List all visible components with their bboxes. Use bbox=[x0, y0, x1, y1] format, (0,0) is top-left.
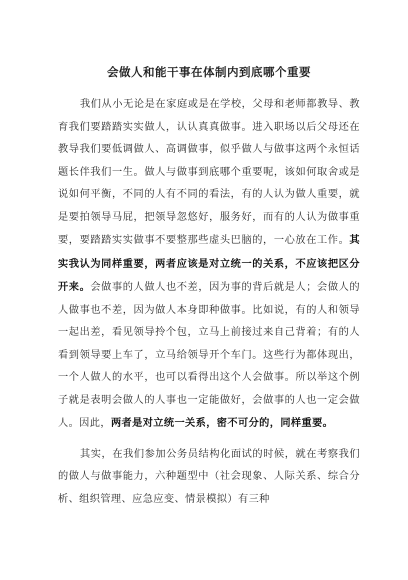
paragraph-2 bbox=[58, 444, 360, 512]
paragraph-1-text-2: 会做事的人做人也不差，因为事的背后就是人；会做人的人做事也不差，因为做人本身即种做事。比如说，有的人和领导一起出差，看见领导拎个包，立马上前接过来自己背着；有的人看到领导要上车了，立马给领导开个车门。这些行为都体现出，一个人做人的水平，也可以看得出这个人会做事。所以举这个例子就是表明会做人的人事也一定能做好，会做事的人也一定会做人。因此， bbox=[58, 282, 361, 429]
paragraph-1-text-1: 我们从小无论是在家庭或是在学校，父母和老师都教导、教育我们要踏踏实实做人，认认真真做事。进入职场以后父母还在教导我们要低调做人、高调做事，似乎做人与做事这两个永恒话题长伴我们一生。做人与做事到底哪个重要呢，该如何取舍或是说如何平衡，不同的人有不同的看法，有的人认为做人重要，就是要拍领导马屁，把领导忽悠好，服务好，而有的人认为做事重要，要踏踏实实做事不要整那些虚头巴脑的，一心放在工作。 bbox=[58, 99, 360, 246]
paragraph-1 bbox=[58, 94, 360, 436]
paragraph-1-bold-1: 其实我认为同样重要，两者应该是对立统一的关系，不应该把区分开来。 bbox=[58, 234, 360, 293]
paragraph-1-bold-2: 两者是对立统一关系，密不可分的，同样重要。 bbox=[110, 417, 334, 429]
paragraph-2-text-1: 其实，在我们参加公务员结构化面试的时候，就在考察我们的做人与做事能力，六种题型中（社会现象、人际关系、综合分析、组织管理、应急应变、情景模拟）有三种 bbox=[58, 448, 360, 505]
document-title: 会做人和能干事在体制内到底哪个重要 bbox=[107, 65, 311, 79]
